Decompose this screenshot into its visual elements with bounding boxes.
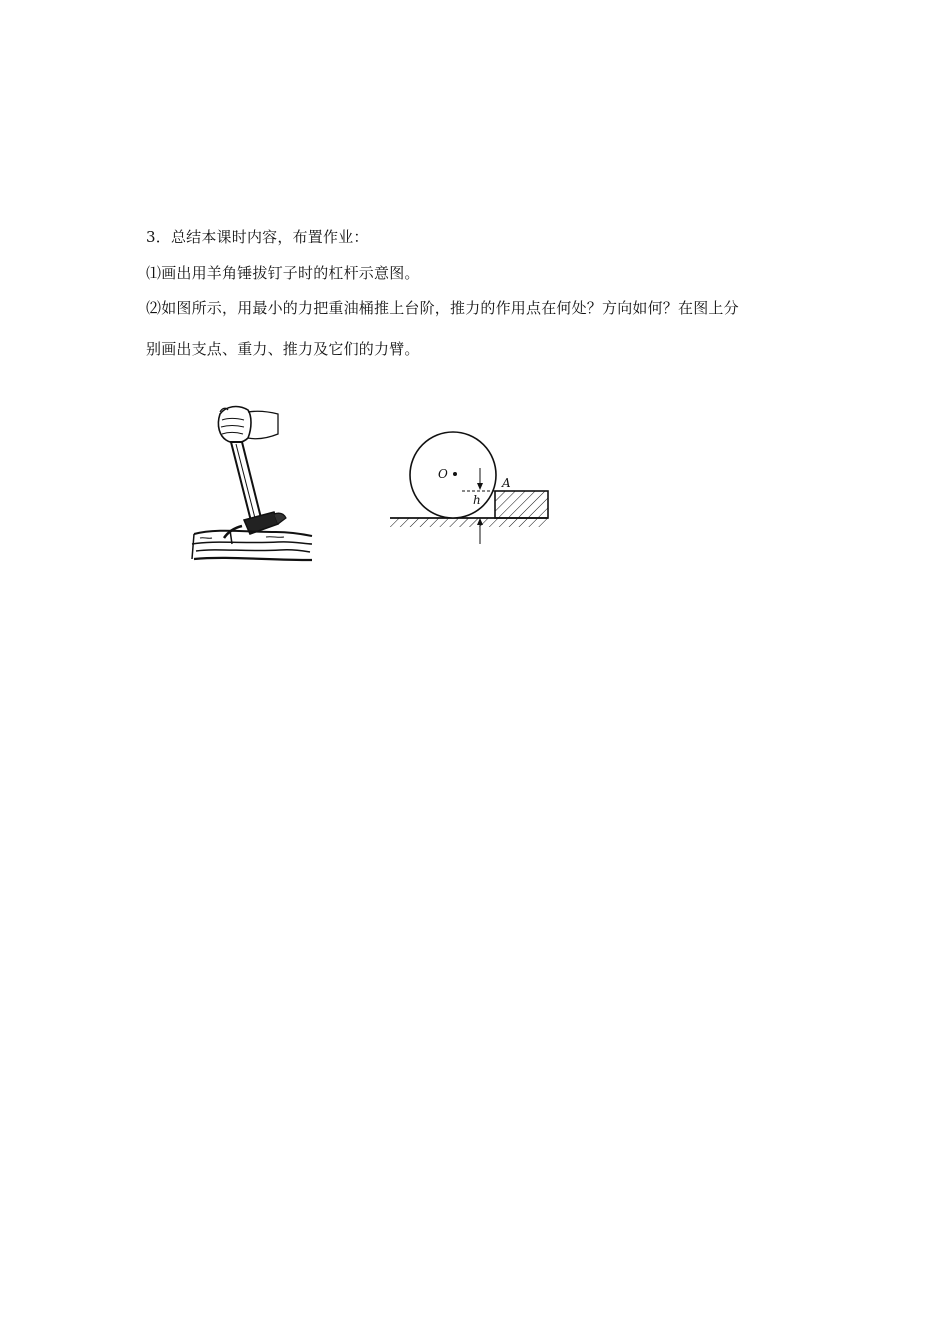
board-end — [192, 534, 194, 559]
label-point-a: A — [502, 476, 511, 490]
arm-sleeve — [248, 411, 278, 439]
ground-hatching — [390, 518, 548, 527]
step-block — [495, 491, 548, 518]
hammer-claw — [224, 526, 242, 538]
board-grain-2 — [196, 550, 310, 552]
hammer-drawing — [186, 398, 322, 568]
center-point — [453, 472, 457, 476]
task-2-text: ⑵如图所示，用最小的力把重油桶推上台阶，推力的作用点在何处？方向如何？在图上分 — [146, 299, 739, 317]
label-height-h: h — [473, 493, 481, 507]
task-2-text-continued: 别画出支点、重力、推力及它们的力臂。 — [146, 340, 420, 358]
hand — [218, 407, 251, 443]
label-center-o: O — [438, 467, 448, 481]
section-heading: 3．总结本课时内容，布置作业： — [146, 228, 369, 246]
board-grain-1 — [192, 542, 312, 544]
finger-line-2 — [221, 426, 244, 428]
board-grain-4 — [266, 537, 284, 538]
finger-line-3 — [222, 433, 243, 435]
hammer-illustration — [186, 398, 322, 568]
task-1-text: ⑴画出用羊角锤拔钉子时的杠杆示意图。 — [146, 264, 420, 282]
barrel-step-drawing — [384, 424, 556, 546]
board-grain-3 — [200, 538, 212, 539]
barrel-step-illustration — [384, 424, 556, 546]
finger-line-1 — [222, 419, 244, 421]
barrel-circle — [410, 432, 496, 518]
board-bottom — [194, 558, 312, 560]
